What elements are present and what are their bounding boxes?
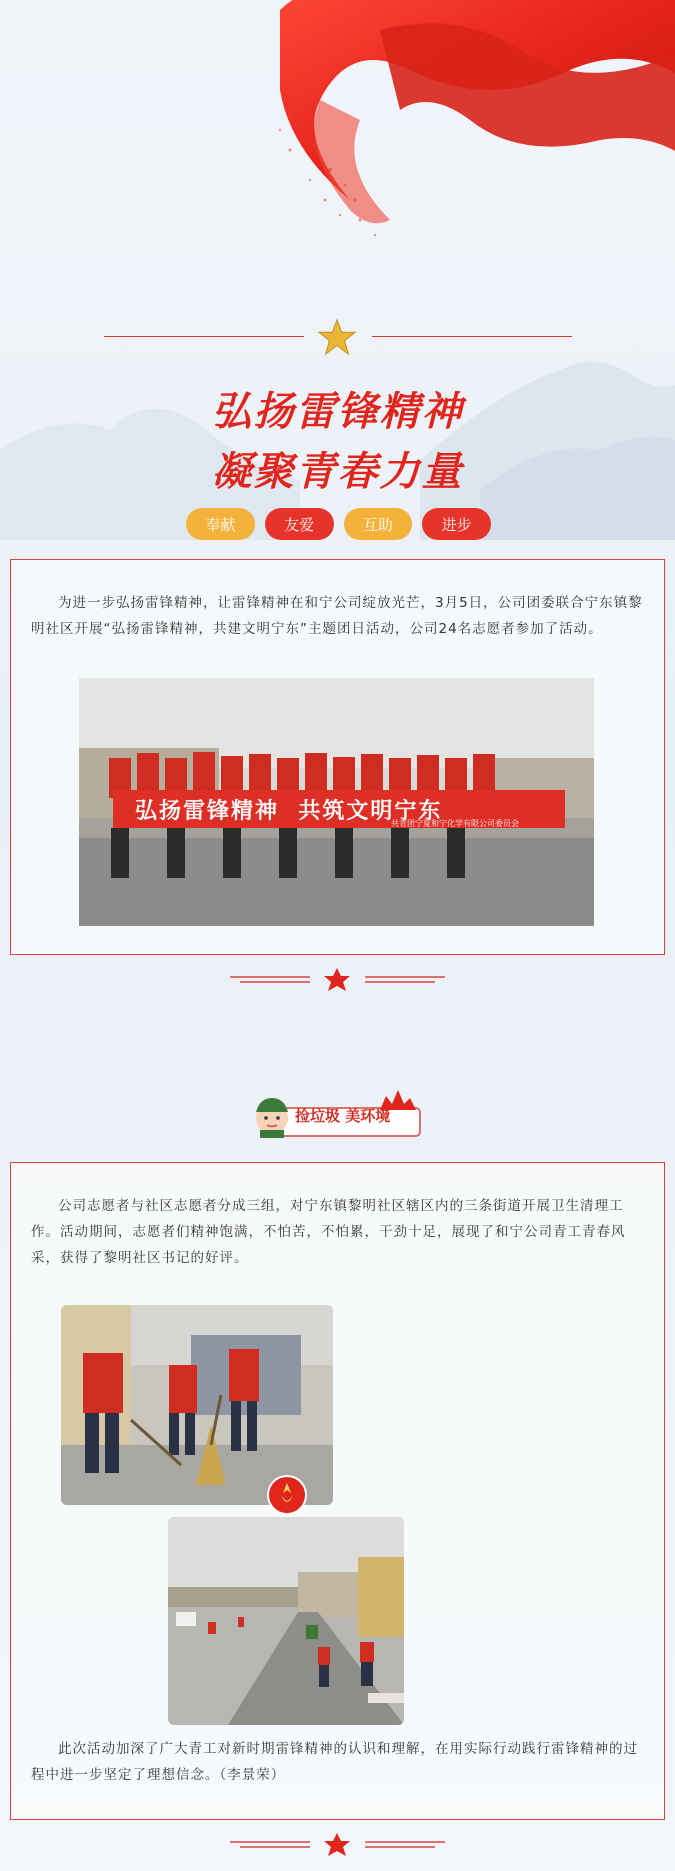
- tag-list: [186, 508, 491, 540]
- star-divider-1: [230, 966, 445, 994]
- section-2-paragraph-2: 此次活动加深了广大青工对新时期雷锋精神的认识和理解，在用实际行动践行雷锋精神的过程中进一步坚定了理想信念。（李景荣）: [31, 1741, 638, 1783]
- section-2-frame: [10, 1162, 665, 1820]
- subtitle-text: 捡垃圾 美环境: [295, 1107, 391, 1125]
- volunteer-emblem-icon: [267, 1475, 307, 1515]
- section-2-paragraph-1: 公司志愿者与社区志愿者分成三组，对宁东镇黎明社区辖区内的三条街道开展卫生清理工作。活动期间，志愿者们精神饱满，不怕苦，不怕累，干劲十足，展现了和宁公司青工青春风采，获得了黎明社区书记的好评。: [31, 1198, 626, 1266]
- section-1-frame: [10, 559, 665, 955]
- title-line-left: [104, 336, 304, 337]
- red-ribbon-graphic: [260, 0, 675, 270]
- street-cleanup-photo: [168, 1517, 404, 1725]
- section-1-paragraph: 为进一步弘扬雷锋精神，让雷锋精神在和宁公司绽放光芒，3月5日，公司团委联合宁东镇黎明社区开展“弘扬雷锋精神，共建文明宁东”主题团日活动，公司24名志愿者参加了活动。: [31, 595, 643, 637]
- street-cleanup-photo-image: [168, 1517, 404, 1725]
- star-divider-2: [230, 1831, 445, 1859]
- banner-main-text: 弘扬雷锋精神 共筑文明宁东: [135, 799, 443, 824]
- tag-dedication: 奉献: [186, 508, 255, 540]
- title-line-1: 弘扬雷锋精神: [211, 389, 464, 435]
- group-photo: [79, 678, 594, 926]
- tag-mutual-help: 互助: [344, 508, 413, 540]
- title-line-right: [372, 336, 572, 337]
- banner-sub-text: 共青团宁夏和宁化学有限公司委员会: [391, 819, 519, 828]
- gold-star-icon: [318, 318, 356, 356]
- tag-progress: 进步: [422, 508, 491, 540]
- tag-friendship: 友爱: [265, 508, 334, 540]
- title-line-2: 凝聚青春力量: [211, 449, 464, 495]
- red-star-icon-2: [324, 1833, 350, 1856]
- red-star-icon: [324, 968, 350, 991]
- hero-banner: [0, 0, 675, 540]
